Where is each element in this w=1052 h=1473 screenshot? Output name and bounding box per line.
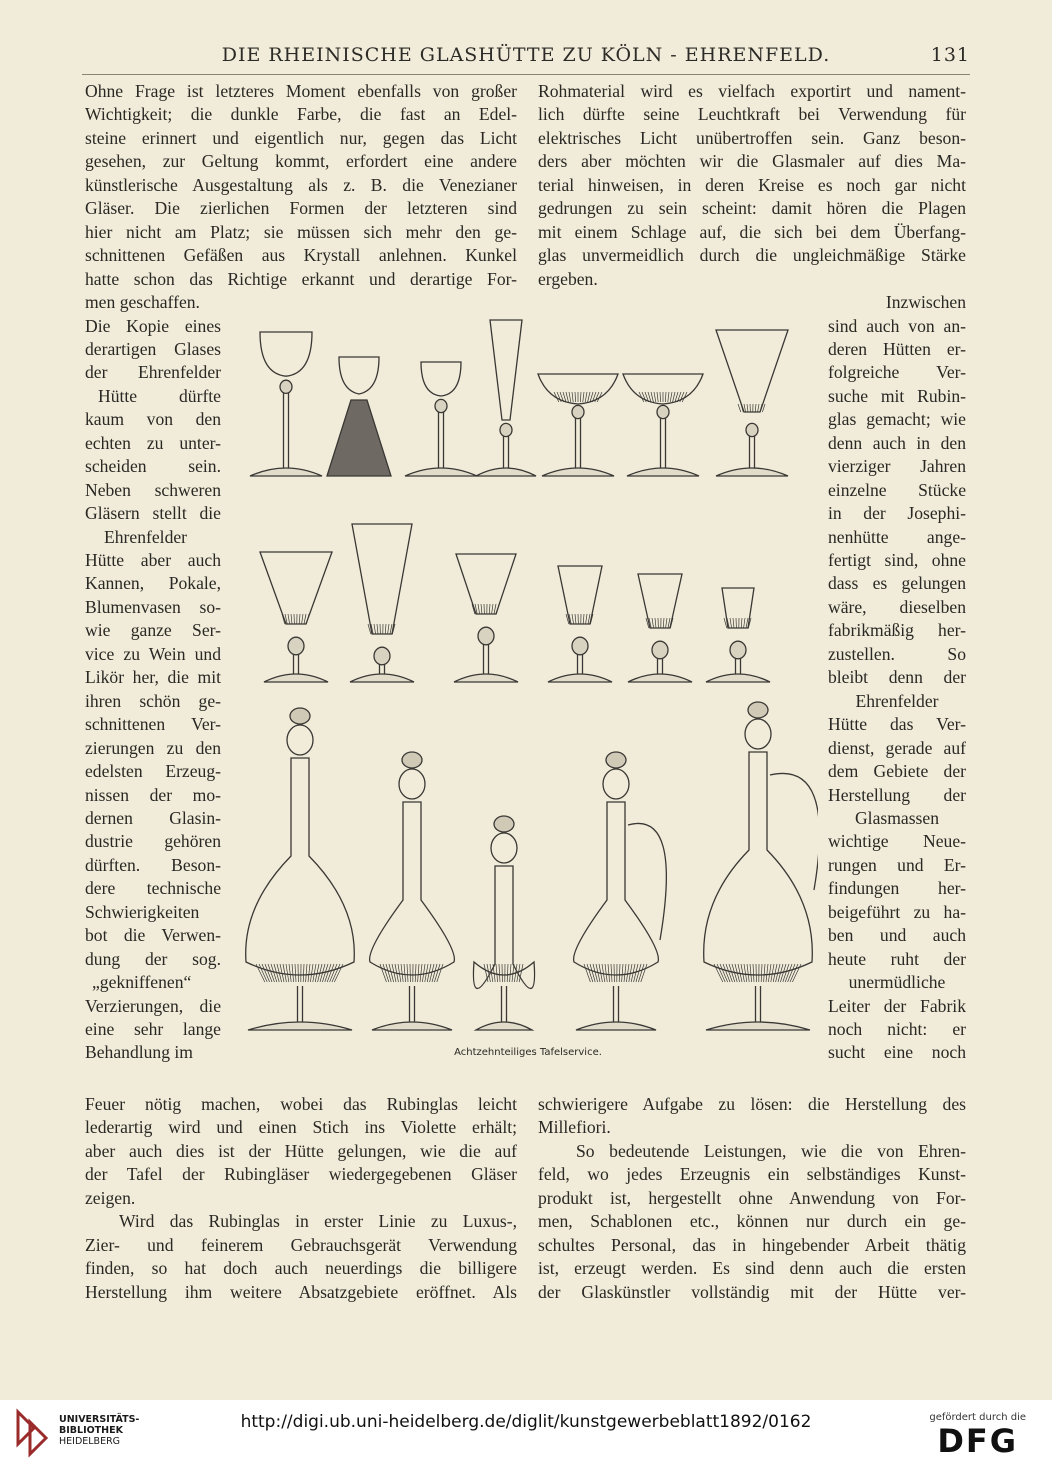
text-line: wäre, dieselben — [828, 596, 966, 617]
text-line: lederartig wird und einen Stich ins Violette erhält; — [85, 1117, 517, 1138]
dfg-logo: DFG — [937, 1422, 1019, 1460]
text-line: aber auch dies ist der Hütte gelungen, wie die auf — [85, 1140, 517, 1161]
large-carafe-1 — [246, 708, 355, 1030]
text-line: sucht eine noch — [828, 1042, 966, 1063]
text-line: fertigt sind, ohne — [828, 550, 966, 570]
text-line: dem Gebiete der — [828, 761, 966, 782]
text-line: folgreiche Ver- — [828, 362, 966, 383]
text-line: feld, wo jedes Erzeugnis ein selbständiges Kunst- — [538, 1164, 966, 1185]
text-line: beigeführt zu ha- — [828, 901, 966, 922]
text-line: Verzierungen, die — [85, 995, 221, 1016]
wine-glass-4 — [260, 552, 332, 682]
text-line: Inzwischen — [885, 292, 966, 313]
text-line: schwierigere Aufgabe zu lösen: die Herstellung des — [538, 1094, 966, 1114]
library-name: UNIVERSITÄTS- BIBLIOTHEK HEIDELBERG — [59, 1414, 140, 1447]
text-line: schultes Personal, das in hingebender Arbeit thätig — [538, 1234, 966, 1255]
text-line: noch nicht: er — [828, 1019, 966, 1039]
text-line: Die Kopie eines — [85, 315, 221, 336]
champagne-coupe-2 — [623, 374, 703, 476]
text-line: nissen der mo- — [85, 784, 221, 805]
sponsor-block — [929, 1412, 1026, 1459]
glassware-illustration — [238, 312, 818, 1072]
wine-glass-7 — [548, 566, 612, 682]
text-line: Rohmaterial wird es vielfach exportirt und nament- — [538, 81, 966, 101]
text-line: Likör her, die mit — [85, 667, 221, 688]
text-line: Blumenvasen so- — [85, 596, 221, 617]
text-line: schnittenen Ver- — [85, 714, 221, 735]
header-title: DIE RHEINISCHE GLASHÜTTE ZU KÖLN - EHRENFELD. — [221, 44, 831, 66]
large-handled-carafe-5 — [704, 702, 818, 1030]
text-line: scheiden sein. — [85, 456, 221, 477]
text-line: Glasmassen — [854, 807, 940, 828]
text-line: Wichtigkeit; die dunkle Farbe, die fast an Edel- — [85, 104, 517, 125]
text-line: men, Schablonen etc., können nur durch ein ge- — [538, 1211, 966, 1232]
text-line: Millefiori. — [538, 1117, 611, 1138]
text-line: hier nicht am Platz; sie müssen sich mehr den ge- — [85, 221, 517, 242]
text-line: Ohne Frage ist letzteres Moment ebenfalls von großer — [85, 81, 517, 101]
text-line: bot die Verwen- — [85, 925, 221, 946]
text-line: Gläsern stellt die — [85, 503, 221, 524]
text-line: suche mit Rubin- — [828, 385, 966, 406]
text-line: wie ganze Ser- — [85, 620, 221, 641]
text-line: Ehrenfelder — [855, 690, 939, 711]
text-line: Leiter der Fabrik — [828, 995, 966, 1016]
figure-caption: Achtzehnteiliges Tafelservice. — [454, 1047, 602, 1058]
text-line: mit einem Schlage auf, die sich bei dem Überfang- — [538, 221, 966, 242]
wine-glass-3 — [405, 362, 477, 476]
text-line: Ehrenfelder — [104, 526, 188, 547]
text-line: terial hinweisen, in deren Kreise es noch gar nicht — [538, 174, 966, 195]
text-line: dernen Glasin- — [85, 807, 221, 828]
text-line: der Glaskünstler vollständig mit der Hütte ver- — [538, 1281, 966, 1302]
text-line: vierziger Jahren — [828, 456, 966, 477]
text-line: So bedeutende Leistungen, wie die von Ehren- — [576, 1140, 966, 1161]
text-line: zustellen. So — [828, 643, 966, 664]
text-line: sind auch von an- — [828, 315, 966, 336]
text-line: heute ruht der — [828, 948, 966, 969]
text-line: einzelne Stücke — [828, 479, 966, 500]
text-line: Hütte dürfte — [98, 385, 221, 406]
text-line: der Tafel der Rubingläser wiedergegebenen Gläser — [85, 1164, 517, 1185]
wine-glass-6 — [454, 554, 518, 682]
text-line: ergeben. — [538, 268, 598, 289]
text-line: ihren schön ge- — [85, 690, 221, 711]
text-line: finden, so hat doch auch neuerdings die billigere — [85, 1258, 517, 1279]
medium-carafe-2 — [370, 752, 455, 1030]
text-line: fabrikmäßig her- — [828, 620, 966, 641]
text-line: ders aber möchten wir die Glasmaler auf dies Ma- — [538, 151, 966, 172]
text-line: nenhütte ange- — [828, 526, 966, 547]
text-line: hatte schon das Richtige erkannt und derartige For- — [85, 268, 517, 289]
text-line: dustrie gehören — [85, 831, 221, 852]
tall-conical-glass — [716, 330, 788, 476]
text-line: „gekniffenen“ — [92, 972, 192, 993]
text-line: Schwierigkeiten — [85, 901, 200, 922]
roemer-glass-2 — [327, 357, 391, 476]
text-line: dass es gelungen — [828, 573, 966, 594]
small-carafe-3 — [473, 816, 534, 1030]
text-line: vice zu Wein und — [85, 643, 221, 664]
text-line: produkt ist, hergestellt ohne Anwendung von For- — [538, 1187, 966, 1208]
text-line: wichtige Neue- — [828, 831, 966, 852]
flute-glass — [476, 320, 536, 476]
text-line: Hütte das Ver- — [828, 714, 966, 735]
text-line: eine sehr lange — [85, 1019, 221, 1039]
small-glass-8 — [628, 574, 692, 682]
text-line: Feuer nötig machen, wobei das Rubinglas leicht — [85, 1094, 517, 1114]
text-line: dienst, gerade auf — [828, 737, 966, 758]
text-line: in der Josephi- — [828, 503, 966, 524]
tall-glass-5 — [350, 524, 414, 682]
text-line: der Ehrenfelder — [85, 362, 221, 383]
text-line: Behandlung im — [85, 1042, 193, 1063]
text-line: bleibt denn der — [828, 667, 966, 688]
text-line: glas gemacht; wie — [828, 409, 966, 430]
text-line: edelsten Erzeug- — [85, 761, 221, 782]
text-line: künstlerische Ausgestaltung als z. B. die Venezianer — [85, 174, 517, 195]
champagne-coupe-1 — [538, 374, 618, 476]
text-line: Wird das Rubinglas in erster Linie zu Luxus-, — [119, 1211, 517, 1232]
sponsor-text: gefördert durch die — [929, 1412, 1026, 1423]
text-line: kaum von den — [85, 409, 221, 430]
text-line: ben und auch — [828, 925, 966, 946]
text-line: findungen her- — [828, 878, 966, 899]
text-line: Herstellung ihm weitere Absatzgebiete eröffnet. Als — [85, 1281, 517, 1302]
text-line: rungen und Er- — [828, 854, 966, 875]
text-line: Neben schweren — [85, 479, 221, 500]
text-line: echten zu unter- — [85, 432, 221, 453]
text-line: deren Hütten er- — [828, 338, 966, 359]
source-url-link[interactable]: http://digi.ub.uni-heidelberg.de/diglit/kunstgewerbeblatt1892/0162 — [240, 1412, 812, 1432]
text-line: zeigen. — [85, 1187, 136, 1208]
text-line: dung der sog. — [85, 948, 221, 969]
running-header — [82, 40, 970, 75]
text-line: dere technische — [85, 878, 221, 899]
wine-glass-1 — [250, 332, 322, 476]
text-line: Hütte aber auch — [85, 550, 221, 570]
text-line: gesehen, zur Geltung kommt, erfordert eine andere — [85, 151, 517, 172]
text-line: elektrisches Licht unübertroffen sein. Ganz beson- — [538, 127, 966, 148]
text-line: gedrungen zu sein scheint: damit hören die Plagen — [538, 198, 966, 219]
text-line: Gläser. Die zierlichen Formen der letzteren sind — [85, 198, 517, 219]
text-line: denn auch in den — [828, 432, 966, 453]
text-line: derartigen Glases — [85, 338, 221, 359]
text-line: ist, erzeugt werden. Es sind denn auch die ersten — [538, 1258, 966, 1279]
text-line: lich dürfte seine Leuchtkraft bei Verwendung für — [538, 104, 966, 125]
liqueur-glass-9 — [706, 588, 770, 682]
text-line: glas unvermeidlich durch die ungleichmäßige Stärke — [538, 245, 966, 266]
text-line: steine erinnert und eigentlich nur, gegen das Licht — [85, 127, 517, 148]
text-line: unermüdliche — [848, 972, 946, 993]
text-line: Zier- und feinerem Gebrauchsgerät Verwendung — [85, 1234, 517, 1255]
page-number: 131 — [930, 44, 970, 66]
digitization-footer — [0, 1400, 1052, 1473]
handled-carafe-4 — [574, 752, 667, 1030]
text-line: zierungen zu den — [85, 737, 221, 758]
text-line: men geschaffen. — [85, 292, 200, 313]
text-line: dürften. Beson- — [85, 854, 221, 875]
text-line: Herstellung der — [828, 784, 966, 805]
text-line: schnittenen Gefäßen aus Krystall anlehnen. Kunkel — [85, 245, 517, 266]
text-line: Kannen, Pokale, — [85, 573, 221, 594]
